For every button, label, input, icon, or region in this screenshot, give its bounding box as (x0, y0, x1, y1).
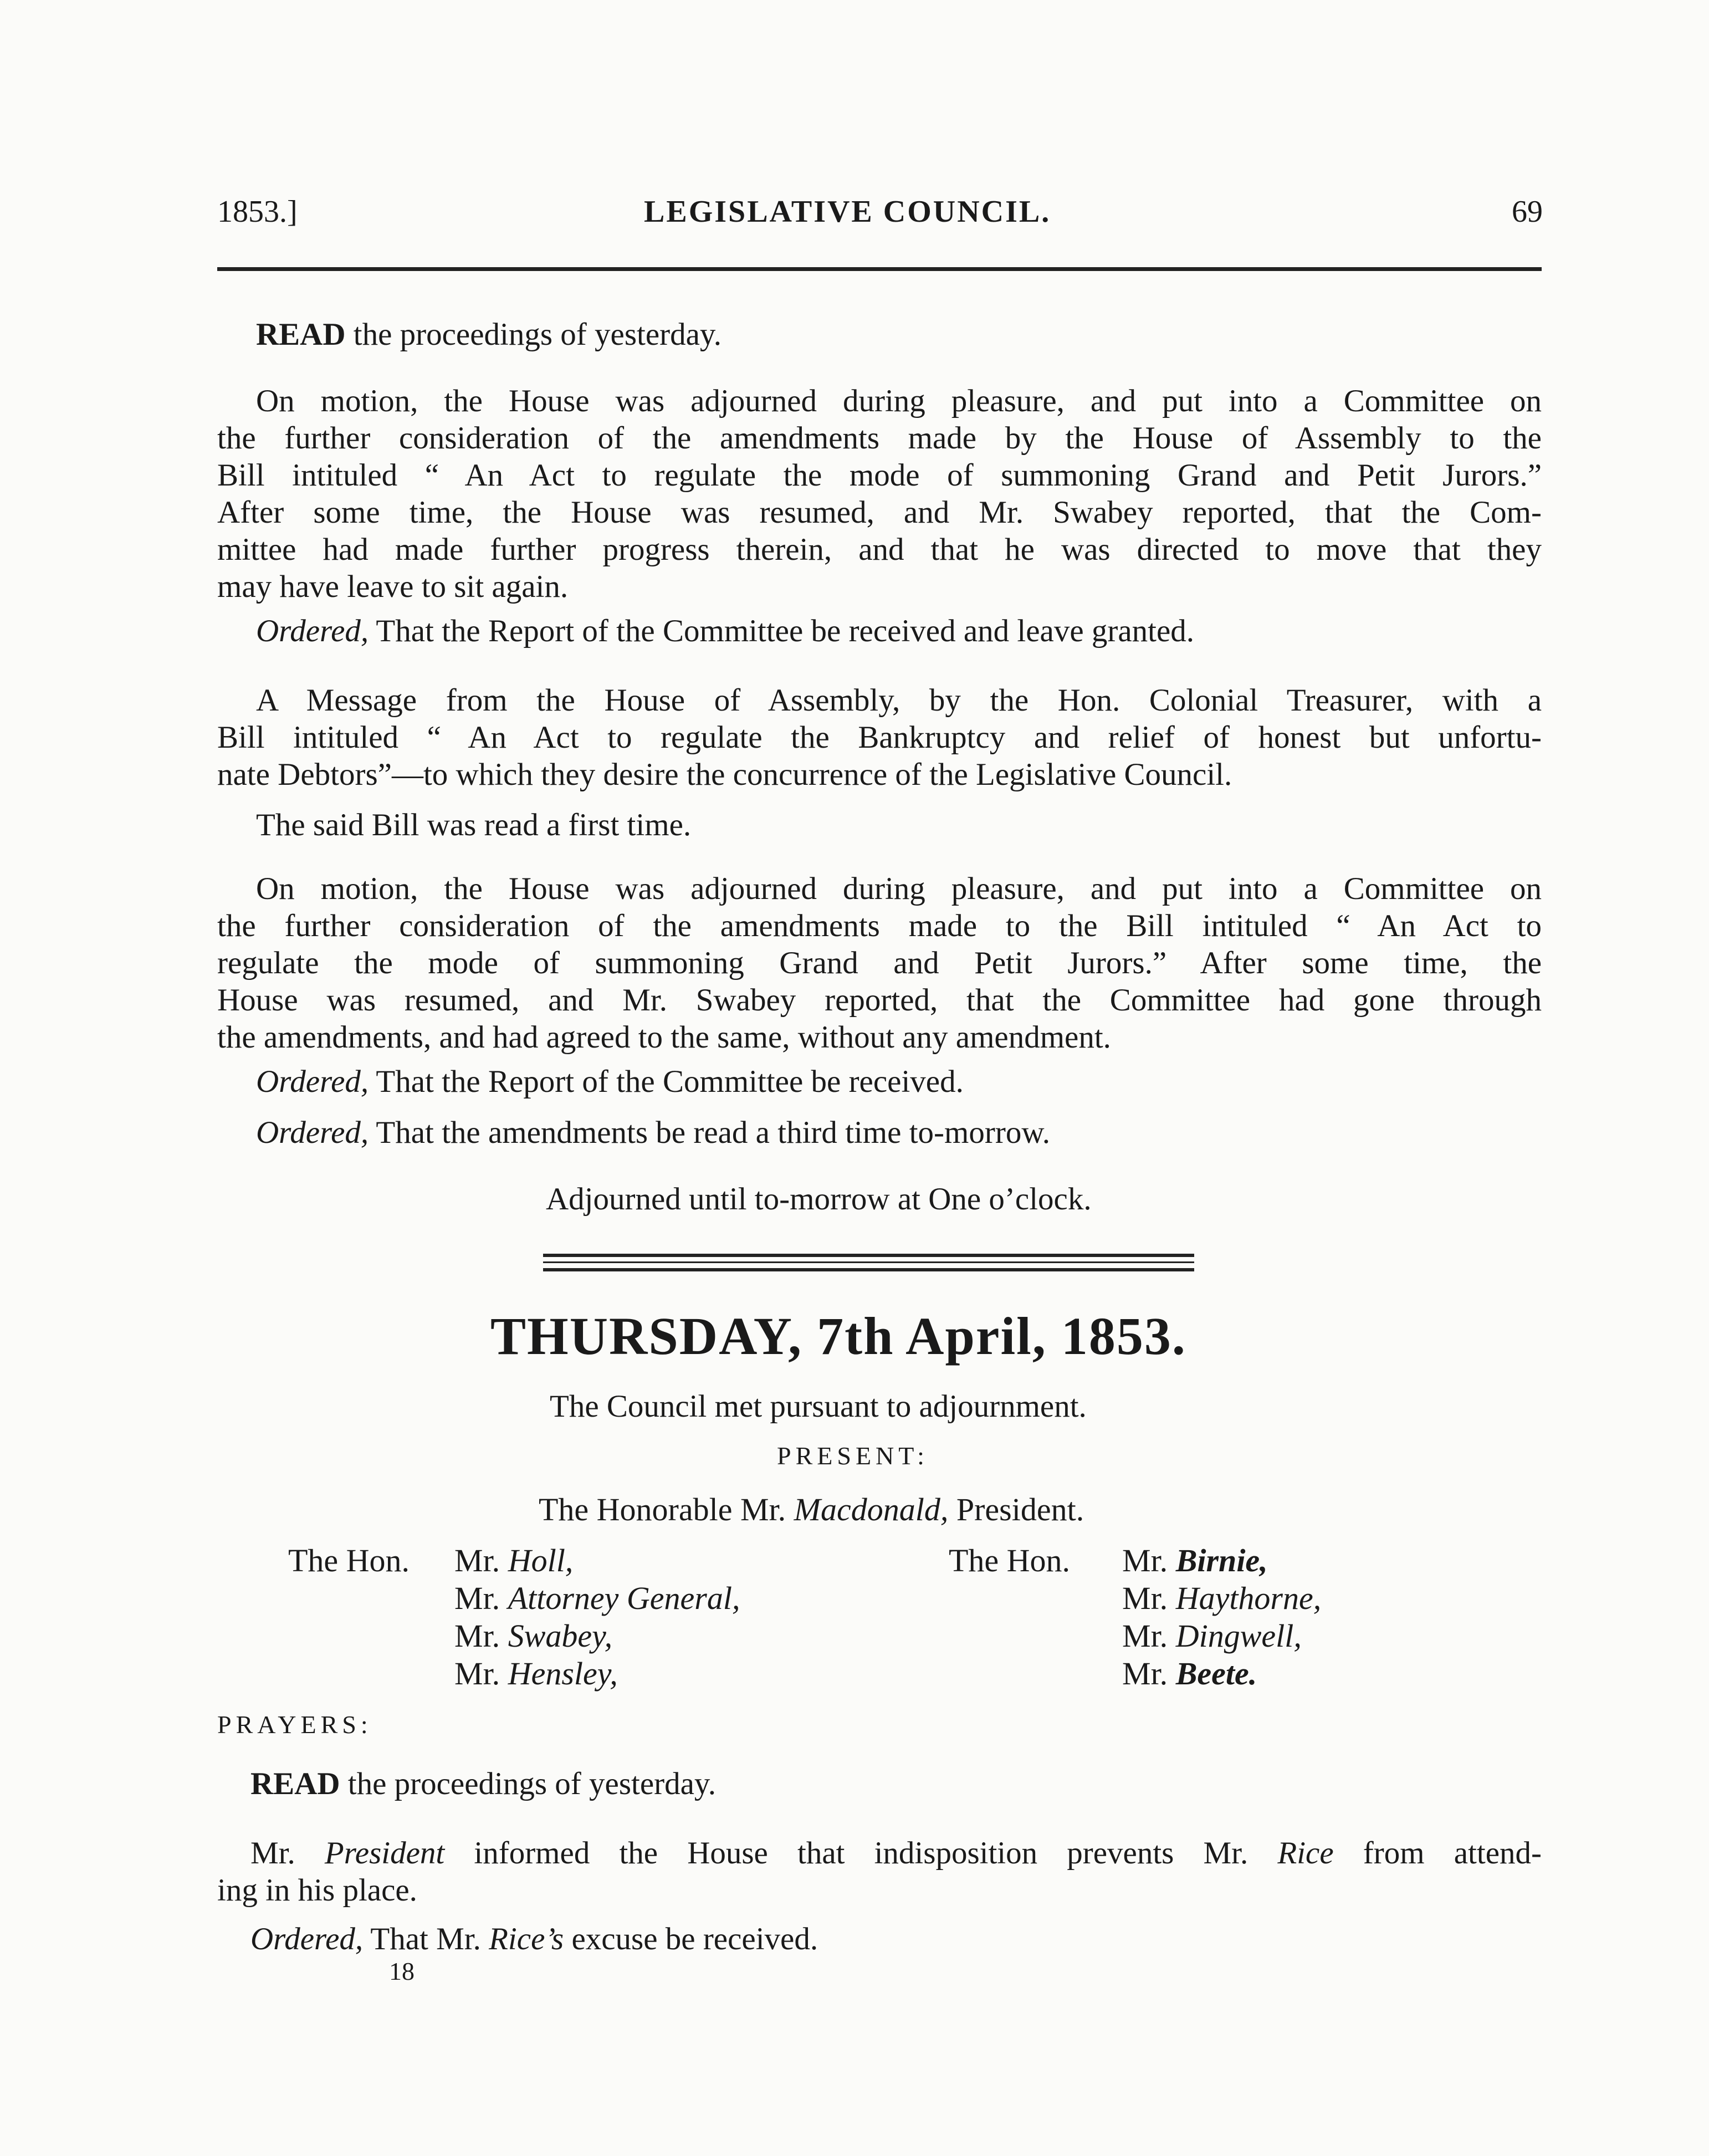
motion-paragraph-2: On motion, the House was adjourned during pleasure, and put into a Committee on the further consideration of the amendments made to the Bill intituled “ An Act to regulate the mode of summoning Grand and Petit Jurors.” After some time, the House was resumed, and Mr. Swabey reported, that the Committee had gone through the amendments, and had agreed to the same, without any amendment. (217, 871, 1542, 1055)
right-prefix: The Hon. (949, 1542, 1071, 1578)
separator-rule-mid (543, 1261, 1194, 1263)
member-row: Mr. Holl, (454, 1542, 574, 1578)
adjourned-note: Adjourned until to-morrow at One o’clock. (546, 1182, 1092, 1217)
member-row: Mr. Beete. (1122, 1656, 1257, 1692)
member-row: Mr. Attorney General, (454, 1580, 740, 1616)
right-members (1122, 1542, 1321, 1693)
signature-mark: 18 (389, 1957, 415, 1985)
separator-rule-bottom (543, 1268, 1194, 1271)
member-row: Mr. Swabey, (454, 1618, 613, 1654)
prayers-label: PRAYERS: (217, 1710, 372, 1739)
header-title: LEGISLATIVE COUNCIL. (644, 195, 1051, 229)
president-line: The Honorable Mr. Macdonald, President. (539, 1491, 1084, 1527)
ordered-third-reading: Ordered, That the amendments be read a third time to-morrow. (256, 1115, 1051, 1150)
message-paragraph: A Message from the House of Assembly, by the Hon. Colonial Treasurer, with a Bill intituled “ An Act to regulate the Bankruptcy and relief of honest but unfortu- nate Debtors”—to which they desire the concurrence of the Legislative Council. (217, 683, 1542, 792)
present-label: PRESENT: (777, 1442, 929, 1470)
header-page-number: 69 (1512, 195, 1543, 229)
member-row: Mr. Hensley, (454, 1656, 618, 1692)
header-year: 1853.] (217, 195, 298, 229)
president-informed-paragraph: Mr. President informed the House that indisposition prevents Mr. Rice from attend- ing in his place. (217, 1836, 1542, 1908)
header-rule (217, 267, 1542, 271)
ordered-report-received: Ordered, That the Report of the Committee be received. (256, 1064, 964, 1099)
ordered-report-leave: Ordered, That the Report of the Committee be received and leave granted. (256, 614, 1195, 648)
left-prefix: The Hon. (288, 1542, 410, 1578)
motion-paragraph-1: On motion, the House was adjourned during pleasure, and put into a Committee on the further consideration of the amendments made by the House of Assembly to the Bill intituled “ An Act to regulate the mode of summoning Grand and Petit Jurors.” After some time, the House was resumed, and Mr. Swabey reported, that the Com- mittee had made further progress therein, and that he was directed to move that they may have leave to sit again. (217, 384, 1542, 604)
read-proceedings-2: READ the proceedings of yesterday. (250, 1766, 716, 1801)
date-heading: THURSDAY, 7th April, 1853. (490, 1306, 1186, 1366)
member-row: Mr. Birnie, (1122, 1542, 1268, 1578)
left-members (454, 1542, 740, 1693)
read-proceedings-1: READ the proceedings of yesterday. (256, 317, 722, 352)
separator-rule-top (543, 1254, 1194, 1257)
council-met: The Council met pursuant to adjournment. (550, 1389, 1087, 1424)
member-row: Mr. Dingwell, (1122, 1618, 1302, 1654)
bill-first-time: The said Bill was read a first time. (256, 808, 692, 842)
ordered-rice-excuse: Ordered, That Mr. Rice’s excuse be received. (250, 1922, 818, 1956)
member-row: Mr. Haythorne, (1122, 1580, 1322, 1616)
